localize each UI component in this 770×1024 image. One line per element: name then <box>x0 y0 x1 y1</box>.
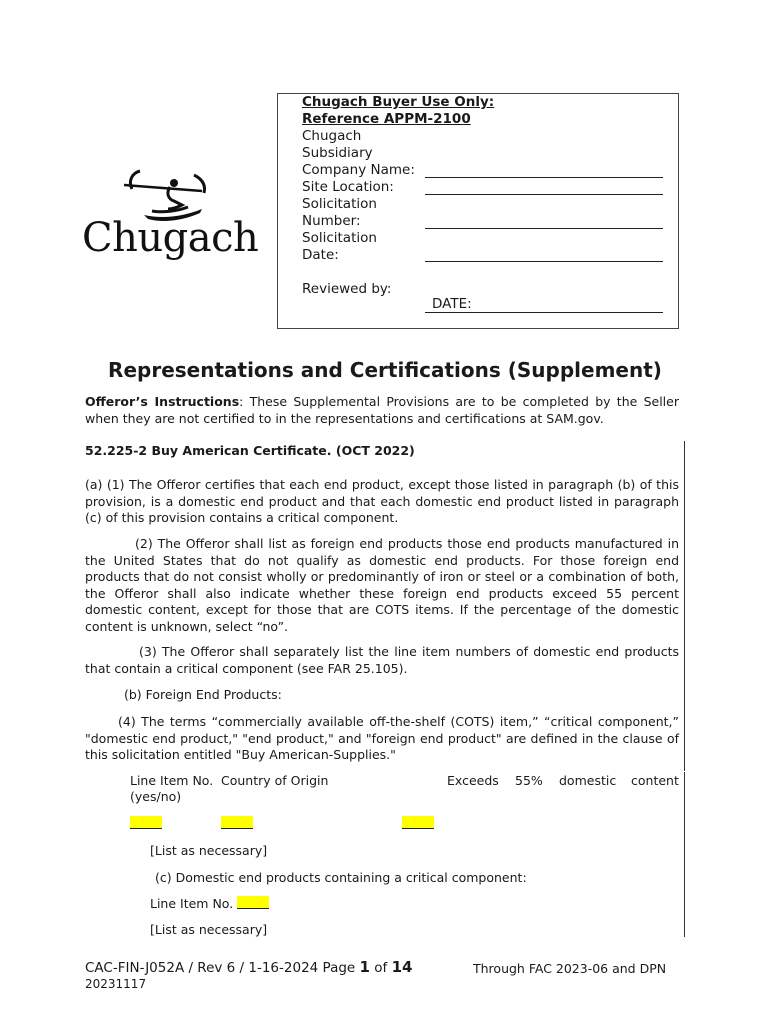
country-blank[interactable] <box>221 816 253 831</box>
solicitation-date-label-1: Solicitation <box>302 230 377 246</box>
buyer-box-heading: Chugach Buyer Use Only: <box>302 94 495 110</box>
company-name-field[interactable] <box>425 177 663 178</box>
col-line-item: Line Item No. <box>130 773 214 788</box>
paragraph-b: (b) Foreign End Products: <box>124 687 282 702</box>
logo-wordmark: Chugach <box>82 215 259 261</box>
company-name-label: Company Name: <box>302 162 415 178</box>
paragraph-a4: (4) The terms “commercially available off-the-shelf (COTS) item,” “critical component,” "domestic end product," "end product," and "foreign end product" are defined in the clause of this solicitation entitled "Buy American-Supplies." <box>85 714 679 762</box>
paragraph-a2: (2) The Offeror shall list as foreign end products those end products manufactured in the United States that do not qualify as domestic end products. For those foreign end products that do not consist wholly or predominantly of iron or steel or a combination of both, the Offeror shall also indicate whether these foreign end products exceed 55 percent domestic content, except for those that are COTS items. If the percentage of the domestic content is unknown, select “no”. <box>85 536 679 634</box>
buyer-box-reference: Reference APPM-2100 <box>302 111 471 127</box>
section-c-line-item-blank[interactable] <box>237 896 269 909</box>
margin-rule-lower <box>684 772 685 937</box>
chugach-logo <box>82 165 259 265</box>
footer-page-num: 1 <box>359 958 370 976</box>
section-c-list-note: [List as necessary] <box>150 922 268 937</box>
page-title: Representations and Certifications (Supplement) <box>108 358 662 382</box>
section-c-heading: (c) Domestic end products containing a critical component: <box>155 870 527 885</box>
footer-page-total: 14 <box>391 958 413 976</box>
footer-date-code: 20231117 <box>85 977 147 991</box>
section-heading: 52.225-2 Buy American Certificate. (OCT 2022) <box>85 443 415 458</box>
solicitation-number-field[interactable] <box>425 228 663 229</box>
col-yes-no: (yes/no) <box>130 789 182 804</box>
instructions-label: Offeror’s Instructions <box>85 394 240 409</box>
solicitation-date-label-2: Date: <box>302 247 339 263</box>
margin-rule <box>684 441 685 771</box>
section-c-line-item-label: Line Item No. <box>150 896 234 911</box>
footer-of: of <box>369 960 392 976</box>
solicitation-number-label-1: Solicitation <box>302 196 377 212</box>
offeror-instructions <box>85 394 679 427</box>
col-exceeds-2: 55% <box>515 773 543 788</box>
buyer-box-subsidiary: Subsidiary <box>302 145 373 161</box>
footer-through: Through FAC 2023-06 and DPN <box>473 961 667 976</box>
reviewed-by-label: Reviewed by: <box>302 281 392 297</box>
line-item-blank[interactable] <box>130 816 162 831</box>
buyer-use-box <box>277 93 679 329</box>
site-location-label: Site Location: <box>302 179 394 195</box>
date-label: DATE: <box>432 296 472 312</box>
paragraph-a1: (a) (1) The Offeror certifies that each end product, except those listed in paragraph (b) of this provision, is a domestic end product and that each domestic end product listed in paragraph (c) of this provision contains a critical component. <box>85 477 679 525</box>
col-exceeds-4: content <box>631 773 679 788</box>
footer-form-text: CAC-FIN-J052A / Rev 6 / 1-16-2024 Page <box>85 960 360 976</box>
exceeds-blank[interactable] <box>402 816 434 831</box>
buyer-box-chugach: Chugach <box>302 128 362 144</box>
paragraph-a3: (3) The Offeror shall separately list the line item numbers of domestic end products that contain a critical component (see FAR 25.105). <box>85 644 679 676</box>
solicitation-date-field[interactable] <box>425 261 663 262</box>
solicitation-number-label-2: Number: <box>302 213 361 229</box>
col-country: Country of Origin <box>221 773 329 788</box>
date-field[interactable] <box>425 312 663 313</box>
instructions-text: : These Supplemental Provisions are to be completed by the Seller when they are not certified to in the representations and certifications at SAM.gov. <box>85 394 679 426</box>
footer-form-id <box>85 958 412 976</box>
col-exceeds-3: domestic <box>559 773 617 788</box>
col-exceeds-1: Exceeds <box>447 773 499 788</box>
list-note: [List as necessary] <box>150 843 268 858</box>
section-c-line-item <box>150 896 269 911</box>
site-location-field[interactable] <box>425 194 663 195</box>
